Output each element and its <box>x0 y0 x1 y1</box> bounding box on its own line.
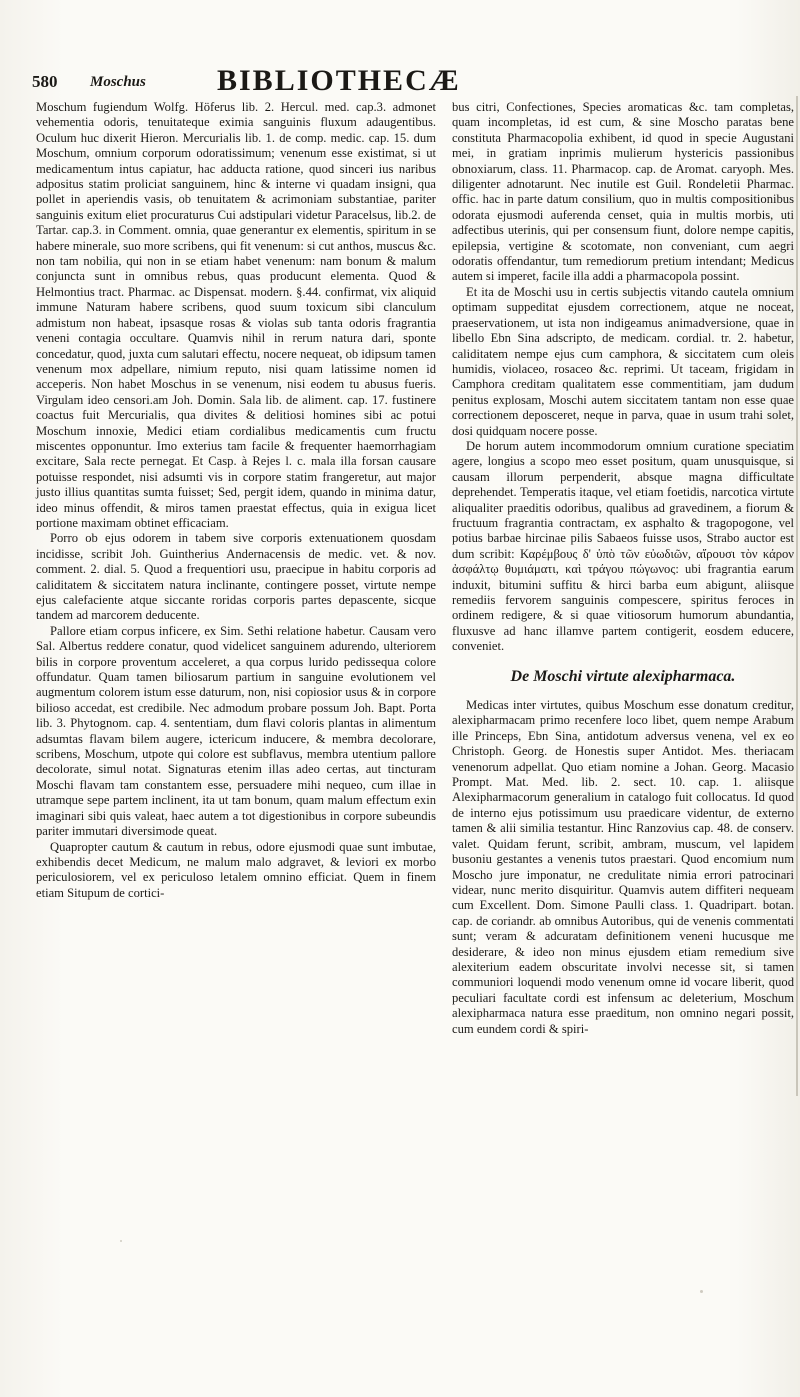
paragraph: Porro ob ejus odorem in tabem sive corporis extenuationem quosdam incidisse, scribit Joh. Guintherius Andernacensis de medic. vet. & nov. comment. 2. dial. 5. Quod a frequentiori usu, praecipue in habitu corporis ad caliditatem & siccitatem natura inclinante, contingere posset, virtute nempe ejus calefaciente atque siccante roridas corporis partes depascente, sicque tandem ad marcorem deducente. <box>36 531 436 623</box>
paragraph: bus citri, Confectiones, Species aromaticas &c. tam completas, quam incompletas, id est cum, & sine Moscho paratas bene constituta Pharmacopolia exhibent, id quod in specie Augustani mei, in gratiam inprimis mulierum hystericis passionibus obnoxiarum, class. 11. Pharmacop. cap. de Aromat. caryoph. Mes. diligenter adnotarunt. Nec inutile est Guil. Rondeletii Pharmac. offic. hac in parte datum consilium, quo in multis compositionibus odorata ejusmodi auferenda censet, quia in multis morbis, uti adfectibus uterinis, qui per consensum fiunt, dolore nempe capitis, epilepsia, vertigine & scotomate, non conveniant, cum aegri odoratis offendantur, tum remediorum pretium intendant; Medicus autem si imperet, facile illa addi a pharmacopola possint. <box>452 100 794 284</box>
left-column <box>36 100 436 901</box>
section-heading: De Moschi virtute alexipharmaca. <box>510 667 736 685</box>
paper-speck <box>700 1290 703 1293</box>
paragraph: Moschum fugiendum Wolfg. Höferus lib. 2. Hercul. med. cap.3. admonet vehementia odoris, tenuitateque eximia sanguinis fluxum adaugentibus. Oculum huc dixerit Hieron. Mercurialis lib. 1. de comp. medic. cap. 15. dum Moschum, omnium corporum odoratissimum; venenum esse existimat, si ut medicamentum intus capiatur, hac adducta ratione, quod sinceri ius naribus adpositus statim proliciat sanguinem, hinc & interne vi quadam insigni, qua pollet in aperiendis vasis, ob tenuitatem & acrimoniam substantiae, pariter sanguinis exitum eliet procuraturus Cui adstipulari videtur Paracelsus, lib.2. de Tartar. cap.3. in Comment. omnia, quae generantur ex elementis, spiritum in se habere minerale, suo more scribens, qui fit venenum: si cut anthos, muscus &c. non tam nobilia, qui non in se etiam habet venenum: nam bonum & malum conjuncta sunt in omnibus rebus, quas producunt elementa. Quod & Helmontius tract. Pharmac. ac Dispensat. modern. §.44. confirmat, vix aliquid immune Naturam habere scribens, quod suum toxicum sibi clanculum admistum non habeat, ipsasque rosas & violas sub tanta odoris fragrantia veneni contagia occultare. Quamvis nihil in rerum natura dari, sponte concedatur, quod, juxta cum salutari effectu, nocere nequeat, ob idipsum tamen venenum mox adpellare, nimium reputo, nisi quam latissime nomen id acceperis. Non habet Moschus in se venenum, nisi eodem tu abusus fueris. Virgulam ideo censori.am Joh. Domin. Sala lib. de aliment. cap. 17. fustinere coactus fuit Mercurialis, qua divites & delitiosi homines sibi ac potui Moschum innoxie, Medici etiam cordialibus medicamentis cum fructu miscentes opponuntur. Imo exterius tam facile & frequenter haemorrhagiam excitare, Sala recte pernegat. Et Casp. à Rejes l. c. mala illa forsan causare potuisse respondet, nisi adsumti vis in corpore statim frangeretur, aut major justo illius quantitas sumta fuisset; Sed, pergit idem, quando in minima datur, ideo minus offendit, & miros tamen praestat effectus, quia in exigua licet portione maximam obtinet efficaciam. <box>36 100 436 530</box>
paragraph: Quapropter cautum & cautum in rebus, odore ejusmodi quae sunt imbutae, exhibendis decet Medicum, ne malum malo adgravet, & leviori ex morbo periculosiorem, vel ex periculoso letalem omnino efficiat. Quem in finem etiam Situpum de cortici- <box>36 839 436 900</box>
paragraph: De horum autem incommodorum omnium curatione speciatim agere, longius a scopo meo esset positum, quam unusquisque, si causam illorum perpenderit, absque magna difficultate deprehendet. Temperatis itaque, vel etiam foetidis, narcotica virtute aliqualiter praeditis odoribus, qualibus ad gravedinem, a fiorum & fructuum fragrantia contractam, ex asphalto & tragopogone, vel potius barbae hircinae pilis Sabaeos fuisse usos, Strabo auctor est dum scribit: Καρέμβους δ' ὑπὸ τῶν εὐωδιῶν, αἴρουσι τὸν κάρον ἀσφάλτῳ θυμιάματι, καὶ τράγου πώγωνος: ubi fragrantia earum induxit, bitumini suffitu & hirci barba eum abigunt, aliisque remediis fervorem sanguinis compescere, spiritus feroces in ordinem redigere, & si quae vitiosorum humorum abundantia, fluxusve ad hanc illamve partem contigerit, eosdem educere, conveniet. <box>452 438 794 654</box>
page-number: 580 <box>32 72 58 91</box>
page-edge-shadow <box>796 96 798 1096</box>
page-header <box>32 60 792 97</box>
paragraph: Et ita de Moschi usu in certis subjectis vitando cautela omnium optimam suppeditat ejusdem correctionem, atque ne noceat, praeservationem, ut ista non indigeamus animadversione, quae in libello Ebn Sina adscripto, de medicam. cordial. tr. 2. habetur, caliditatem nempe ejus cum camphora, & siccitatem cum oleis humidis, violaceo, rosaceo &c. reprimi. Ut taceam, frigidam in Camphora creditam qualitatem esse commentitiam, jam dudum penitus explosam, Moschi autem siccitatem tantam non esse quae correctionem deposceret, neque in parva, quae in usum trahi solet, dosi quidquam nocere posse. <box>452 284 794 438</box>
book-title: BIBLIOTHECÆ <box>217 64 461 97</box>
running-head: Moschus <box>90 74 146 90</box>
right-column <box>452 100 794 1037</box>
paragraph: Medicas inter virtutes, quibus Moschum esse donatum creditur, alexipharmacam primo recenfere loco libet, quem nempe Arabum ille Princeps, Ebn Sina, antidotum adversus venena, vel ex eo Christoph. Georg. de Honestis super Antidot. Mes. theriacam venenorum adpellat. Quo etiam nomine a Johan. Georg. Macasio Prompt. Mat. Med. lib. 2. sect. 10. cap. 1. aliisque Alexipharmacorum generalium in catalogo fuit collocatus. Id quod de interno ejus potissimum usu praedicare videntur, de externo tamen & alii similia testantur. Hinc Ranzovius cap. 48. de conserv. valet. Quidam ferunt, scribit, ambram, muscum, vel lapidem busoniu gestantes a venenis tutos praestari. Quod encomium num Moscho jure imponatur, ne credulitate nimia errori patrocinari videar, nunc merito disquiritur. Quamvis autem diffiteri nequeam cum Excellent. Dom. Simone Paulli class. 1. Quadripart. botan. cap. de coriandr. ab omnibus Autoribus, qui de venenis commentati sunt; veram & adcuratam definitionem veneni hucusque me desiderare, & ideo non minus ejusdem etiam remedium sive alexiterium eadem obscuritate involvi necesse sit, si tamen communiori loquendi modo venenum omne id vocare liberit, quod peculiari facultate cordi est infensum ac deleterium, Moschum alexipharmaca natura esse praeditum, non omnino negari possit, cum eundem cordi & spiri- <box>452 698 794 1036</box>
paper-speck <box>120 1240 122 1242</box>
paragraph: Pallore etiam corpus inficere, ex Sim. Sethi relatione habetur. Causam vero Sal. Albertus reddere conatur, quod videlicet sanguinem adurendo, ulteriorem bilis in corpore proventum acceleret, a qua corpus lurido pedissequa colore offundatur. Quam tamen biliosarum partium in sanguine evolutionem vel augmentum colorem istum esse daturum, non, nisi copiosior usus & in corpore bilioso accedat, est credibile. Nec admodum probare possum Joh. Bapt. Porta lib. 3. Phytognom. cap. 4. sententiam, dum flavi coloris plantas in alimentum adsumtas flavam bilem augere, ictericum inducere, & membra decolorare, scribens, Moschum, utpote qui colore est subflavus, membra utentium pallore decolorate, simul notat. Signaturas etenim illas adeo certas, aut tincturam Moschi flavam tam constantem esse, persuadere mihi nequeo, cum illae in utramque sepe partem inclinent, ita ut tam bonum, quam malum effectum exin imaginari sibi quis valeat, haec autem a tot digestionibus in corpore subeundis pariter immutari diversimode queat. <box>36 623 436 839</box>
